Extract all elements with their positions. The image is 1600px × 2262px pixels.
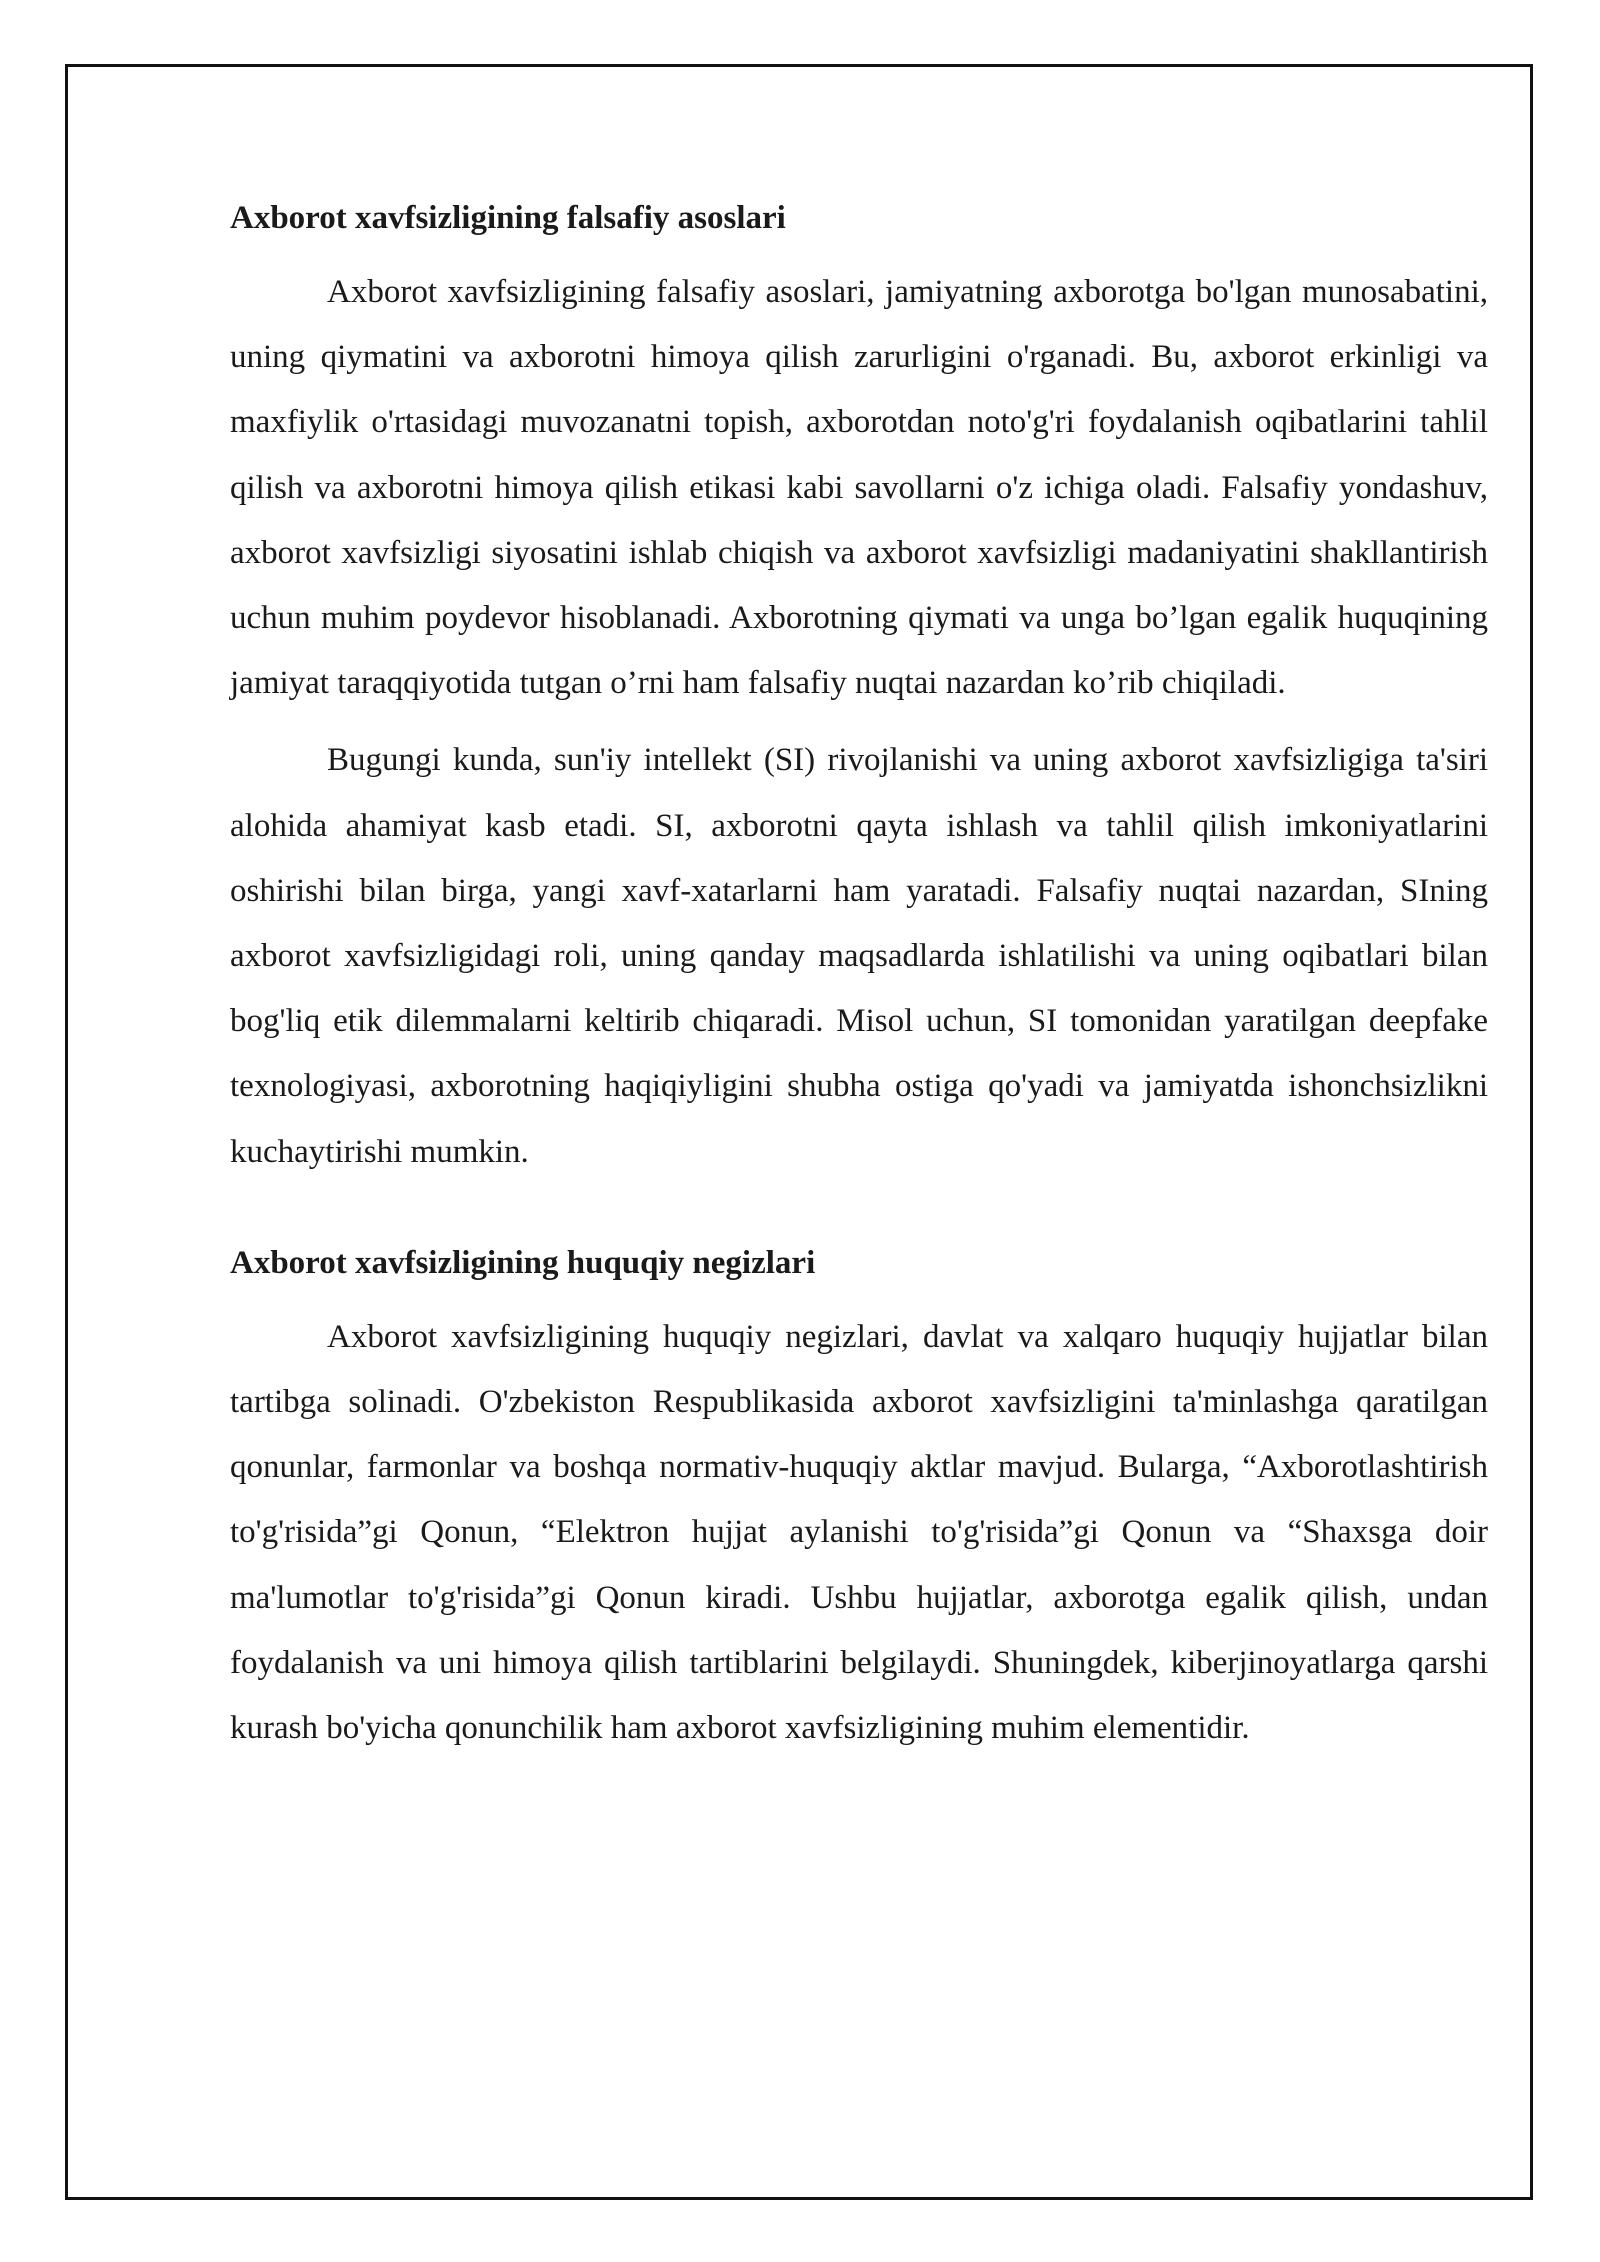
paragraph-legal-basis: Axborot xavfsizligining huquqiy negizlari, davlat va xalqaro huquqiy hujjatlar bilan tartibga solinadi. O'zbekiston Respublikasida axborot xavfsizligini ta'minlashga qaratilgan qonunlar, farmonlar va boshqa normativ-huquqiy aktlar mavjud. Bularga, “Axborotlashtirish to'g'risida”gi Qonun, “Elektron hujjat aylanishi to'g'risida”gi Qonun va “Shaxsga doir ma'lumotlar to'g'risida”gi Qonun kiradi. Ushbu hujjatlar, axborotga egalik qilish, undan foydalanish va uni himoya qilish tartiblarini belgilaydi. Shuningdek, kiberjinoyatlarga qarshi kurash bo'yicha qonunchilik ham axborot xavfsizligining muhim elementidir.	[230, 1318, 1488, 1747]
paragraph-philosophical-basis: Axborot xavfsizligining falsafiy asoslari, jamiyatning axborotga bo'lgan munosabatini, uning qiymatini va axborotni himoya qilish zarurligini o'rganadi. Bu, axborot erkinligi va maxfiylik o'rtasidagi muvozanatni topish, axborotdan noto'g'ri foydalanish oqibatlarini tahlil qilish va axborotni himoya qilish etikasi kabi savollarni o'z ichiga oladi. Falsafiy yondashuv, axborot xavfsizligi siyosatini ishlab chiqish va axborot xavfsizligi madaniyatini shakllantirish uchun muhim poydevor hisoblanadi. Axborotning qiymati va unga bo’lgan egalik huquqining jamiyat taraqqiyotida tutgan o’rni ham falsafiy nuqtai nazardan ko’rib chiqiladi.	[230, 274, 1488, 702]
paragraph-artificial-intelligence: Bugungi kunda, sun'iy intellekt (SI) rivojlanishi va uning axborot xavfsizligiga ta'siri alohida ahamiyat kasb etadi. SI, axborotni qayta ishlash va tahlil qilish imkoniyatlarini oshirishi bilan birga, yangi xavf-xatarlarni ham yaratadi. Falsafiy nuqtai nazardan, SIning axborot xavfsizligidagi roli, uning qanday maqsadlarda ishlatilishi va uning oqibatlari bilan bog'liq etik dilemmalarni keltirib chiqaradi. Misol uchun, SI tomonidan yaratilgan deepfake texnologiyasi, axborotning haqiqiyligini shubha ostiga qo'yadi va jamiyatda ishonchsizlikni kuchaytirishi mumkin.	[230, 742, 1488, 1170]
section-heading-legal: Axborot xavfsizligining huquqiy negizlari	[230, 1244, 816, 1281]
section-heading-philosophical: Axborot xavfsizligining falsafiy asoslari	[230, 200, 786, 236]
document-body	[230, 196, 1488, 1761]
